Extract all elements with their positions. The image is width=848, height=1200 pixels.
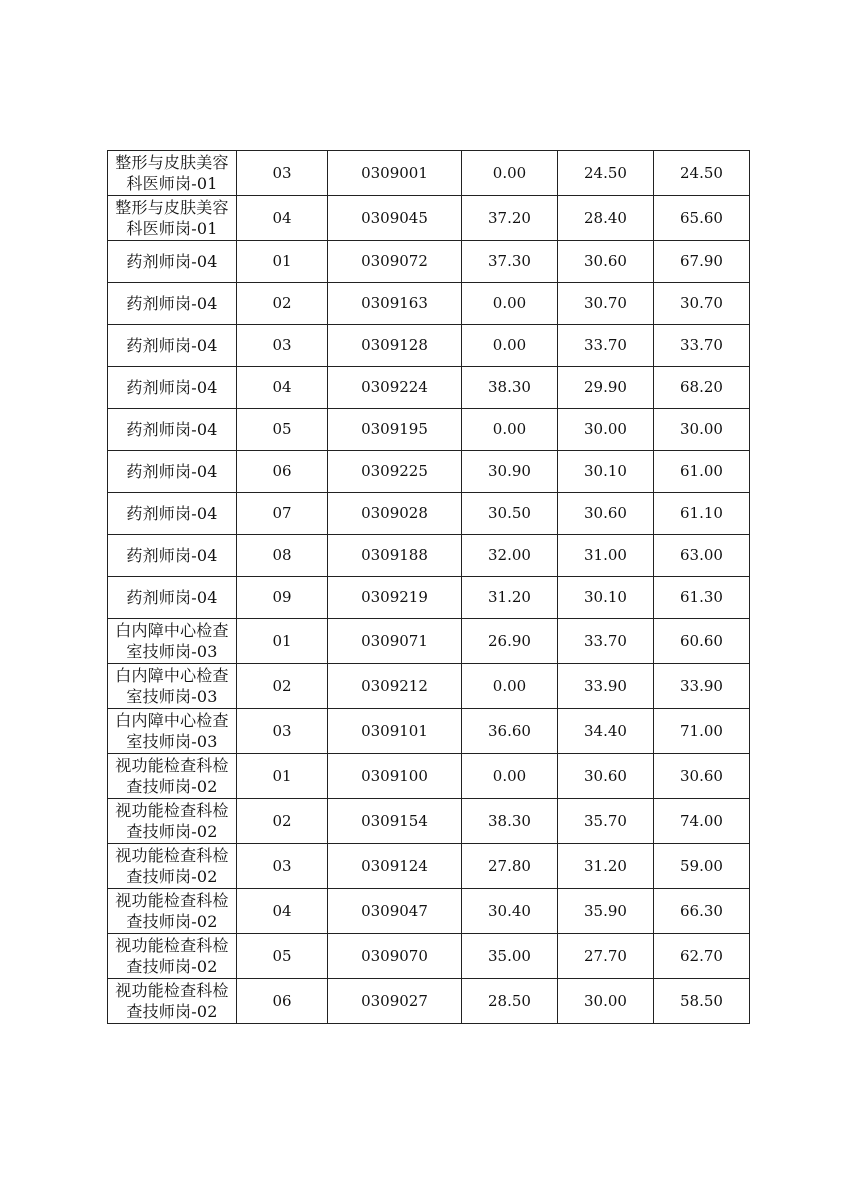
- table-row: [108, 535, 750, 577]
- candidate-id-cell: 0309124: [328, 844, 462, 889]
- score-two-cell: 35.70: [558, 799, 654, 844]
- score-two-cell: 30.10: [558, 577, 654, 619]
- table-row: [108, 367, 750, 409]
- score-two-cell: 30.70: [558, 283, 654, 325]
- total-score-cell: 71.00: [654, 709, 750, 754]
- candidate-id-cell: 0309128: [328, 325, 462, 367]
- table-row: [108, 844, 750, 889]
- score-table-body: [108, 151, 750, 1024]
- score-one-cell: 31.20: [462, 577, 558, 619]
- table-row: [108, 754, 750, 799]
- total-score-cell: 30.00: [654, 409, 750, 451]
- total-score-cell: 66.30: [654, 889, 750, 934]
- sequence-cell: 04: [237, 889, 328, 934]
- score-one-cell: 0.00: [462, 283, 558, 325]
- table-row: [108, 889, 750, 934]
- table-row: [108, 664, 750, 709]
- post-name-cell: 视功能检查科检查技师岗-02: [108, 889, 237, 934]
- score-two-cell: 30.10: [558, 451, 654, 493]
- candidate-id-cell: 0309045: [328, 196, 462, 241]
- candidate-id-cell: 0309212: [328, 664, 462, 709]
- total-score-cell: 67.90: [654, 241, 750, 283]
- post-name-cell: 视功能检查科检查技师岗-02: [108, 844, 237, 889]
- sequence-cell: 04: [237, 367, 328, 409]
- post-name-cell: 药剂师岗-04: [108, 241, 237, 283]
- candidate-id-cell: 0309028: [328, 493, 462, 535]
- post-name-cell: 整形与皮肤美容科医师岗-01: [108, 196, 237, 241]
- score-table: [107, 150, 750, 1024]
- post-name-cell: 整形与皮肤美容科医师岗-01: [108, 151, 237, 196]
- score-two-cell: 29.90: [558, 367, 654, 409]
- post-name-cell: 视功能检查科检查技师岗-02: [108, 934, 237, 979]
- sequence-cell: 05: [237, 409, 328, 451]
- score-two-cell: 28.40: [558, 196, 654, 241]
- candidate-id-cell: 0309225: [328, 451, 462, 493]
- sequence-cell: 08: [237, 535, 328, 577]
- post-name-cell: 白内障中心检查室技师岗-03: [108, 709, 237, 754]
- sequence-cell: 09: [237, 577, 328, 619]
- sequence-cell: 06: [237, 451, 328, 493]
- score-one-cell: 30.90: [462, 451, 558, 493]
- score-two-cell: 35.90: [558, 889, 654, 934]
- sequence-cell: 01: [237, 619, 328, 664]
- table-row: [108, 577, 750, 619]
- post-name-cell: 药剂师岗-04: [108, 577, 237, 619]
- table-row: [108, 241, 750, 283]
- score-two-cell: 31.00: [558, 535, 654, 577]
- total-score-cell: 62.70: [654, 934, 750, 979]
- score-one-cell: 37.20: [462, 196, 558, 241]
- total-score-cell: 63.00: [654, 535, 750, 577]
- candidate-id-cell: 0309219: [328, 577, 462, 619]
- post-name-cell: 药剂师岗-04: [108, 283, 237, 325]
- total-score-cell: 65.60: [654, 196, 750, 241]
- score-two-cell: 33.70: [558, 619, 654, 664]
- total-score-cell: 74.00: [654, 799, 750, 844]
- post-name-cell: 药剂师岗-04: [108, 367, 237, 409]
- score-two-cell: 31.20: [558, 844, 654, 889]
- table-row: [108, 493, 750, 535]
- post-name-cell: 药剂师岗-04: [108, 493, 237, 535]
- score-one-cell: 0.00: [462, 409, 558, 451]
- score-one-cell: 36.60: [462, 709, 558, 754]
- sequence-cell: 02: [237, 283, 328, 325]
- score-one-cell: 38.30: [462, 367, 558, 409]
- post-name-cell: 药剂师岗-04: [108, 409, 237, 451]
- sequence-cell: 06: [237, 979, 328, 1024]
- sequence-cell: 02: [237, 799, 328, 844]
- table-row: [108, 196, 750, 241]
- score-one-cell: 0.00: [462, 664, 558, 709]
- post-name-cell: 白内障中心检查室技师岗-03: [108, 664, 237, 709]
- sequence-cell: 02: [237, 664, 328, 709]
- total-score-cell: 30.70: [654, 283, 750, 325]
- total-score-cell: 61.00: [654, 451, 750, 493]
- candidate-id-cell: 0309047: [328, 889, 462, 934]
- table-row: [108, 151, 750, 196]
- total-score-cell: 30.60: [654, 754, 750, 799]
- candidate-id-cell: 0309100: [328, 754, 462, 799]
- table-row: [108, 934, 750, 979]
- post-name-cell: 白内障中心检查室技师岗-03: [108, 619, 237, 664]
- total-score-cell: 68.20: [654, 367, 750, 409]
- score-one-cell: 28.50: [462, 979, 558, 1024]
- table-row: [108, 325, 750, 367]
- sequence-cell: 05: [237, 934, 328, 979]
- total-score-cell: 33.90: [654, 664, 750, 709]
- score-one-cell: 26.90: [462, 619, 558, 664]
- total-score-cell: 59.00: [654, 844, 750, 889]
- candidate-id-cell: 0309195: [328, 409, 462, 451]
- table-row: [108, 619, 750, 664]
- sequence-cell: 01: [237, 241, 328, 283]
- post-name-cell: 药剂师岗-04: [108, 325, 237, 367]
- score-one-cell: 38.30: [462, 799, 558, 844]
- total-score-cell: 60.60: [654, 619, 750, 664]
- score-one-cell: 0.00: [462, 325, 558, 367]
- table-row: [108, 979, 750, 1024]
- candidate-id-cell: 0309188: [328, 535, 462, 577]
- candidate-id-cell: 0309154: [328, 799, 462, 844]
- candidate-id-cell: 0309070: [328, 934, 462, 979]
- sequence-cell: 03: [237, 709, 328, 754]
- total-score-cell: 24.50: [654, 151, 750, 196]
- candidate-id-cell: 0309163: [328, 283, 462, 325]
- sequence-cell: 01: [237, 754, 328, 799]
- table-row: [108, 709, 750, 754]
- candidate-id-cell: 0309224: [328, 367, 462, 409]
- candidate-id-cell: 0309072: [328, 241, 462, 283]
- score-two-cell: 34.40: [558, 709, 654, 754]
- candidate-id-cell: 0309001: [328, 151, 462, 196]
- post-name-cell: 视功能检查科检查技师岗-02: [108, 799, 237, 844]
- score-two-cell: 27.70: [558, 934, 654, 979]
- sequence-cell: 07: [237, 493, 328, 535]
- score-one-cell: 37.30: [462, 241, 558, 283]
- post-name-cell: 视功能检查科检查技师岗-02: [108, 754, 237, 799]
- table-row: [108, 409, 750, 451]
- score-two-cell: 30.60: [558, 241, 654, 283]
- score-two-cell: 24.50: [558, 151, 654, 196]
- score-two-cell: 33.90: [558, 664, 654, 709]
- sequence-cell: 04: [237, 196, 328, 241]
- score-one-cell: 0.00: [462, 151, 558, 196]
- post-name-cell: 药剂师岗-04: [108, 535, 237, 577]
- post-name-cell: 视功能检查科检查技师岗-02: [108, 979, 237, 1024]
- score-two-cell: 30.60: [558, 754, 654, 799]
- candidate-id-cell: 0309101: [328, 709, 462, 754]
- sequence-cell: 03: [237, 844, 328, 889]
- score-one-cell: 32.00: [462, 535, 558, 577]
- score-two-cell: 30.00: [558, 979, 654, 1024]
- candidate-id-cell: 0309071: [328, 619, 462, 664]
- total-score-cell: 61.10: [654, 493, 750, 535]
- candidate-id-cell: 0309027: [328, 979, 462, 1024]
- post-name-cell: 药剂师岗-04: [108, 451, 237, 493]
- score-one-cell: 27.80: [462, 844, 558, 889]
- score-two-cell: 30.60: [558, 493, 654, 535]
- score-one-cell: 30.40: [462, 889, 558, 934]
- table-row: [108, 451, 750, 493]
- score-one-cell: 0.00: [462, 754, 558, 799]
- total-score-cell: 61.30: [654, 577, 750, 619]
- score-one-cell: 35.00: [462, 934, 558, 979]
- score-one-cell: 30.50: [462, 493, 558, 535]
- score-two-cell: 33.70: [558, 325, 654, 367]
- total-score-cell: 58.50: [654, 979, 750, 1024]
- table-row: [108, 799, 750, 844]
- total-score-cell: 33.70: [654, 325, 750, 367]
- score-two-cell: 30.00: [558, 409, 654, 451]
- sequence-cell: 03: [237, 325, 328, 367]
- sequence-cell: 03: [237, 151, 328, 196]
- table-row: [108, 283, 750, 325]
